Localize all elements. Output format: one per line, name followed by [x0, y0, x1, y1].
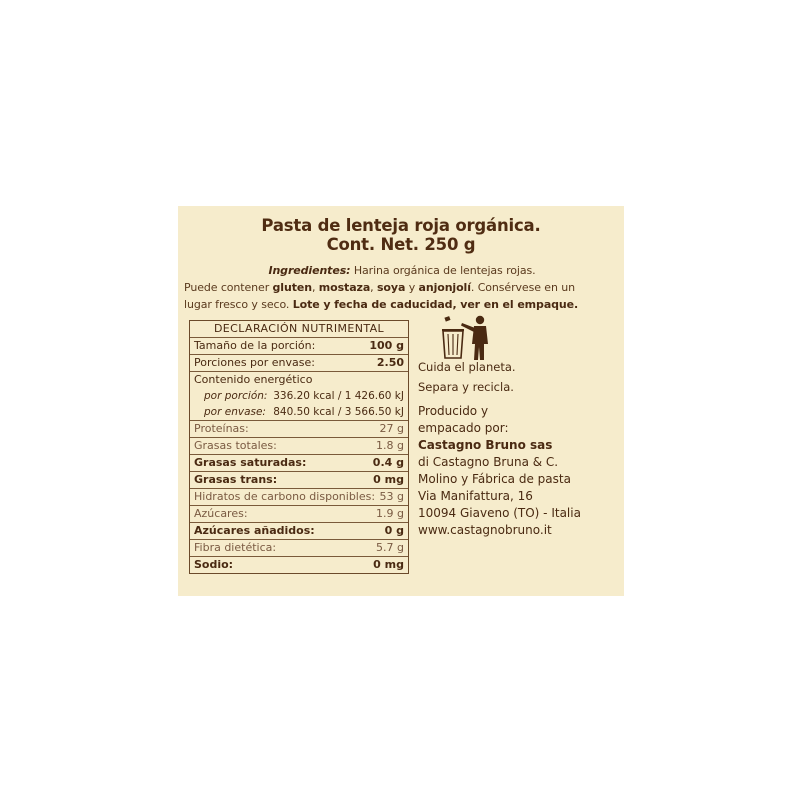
nutrient-value: 0 g — [384, 524, 404, 537]
recycle-person-icon — [440, 314, 494, 362]
nutrient-value: 1.8 g — [376, 439, 404, 452]
storage-line — [184, 296, 620, 313]
nutrient-label: Grasas totales: — [194, 439, 277, 452]
product-label — [178, 206, 624, 596]
nutrient-label: Sodio: — [194, 558, 234, 571]
nutrient-label: Azúcares: — [194, 507, 248, 520]
serving-size-label: Tamaño de la porción: — [194, 339, 316, 352]
producer-company: Castagno Bruno sas — [418, 438, 553, 452]
nutrient-row — [190, 505, 408, 522]
nutrient-row — [190, 539, 408, 556]
ingredients-block — [184, 262, 620, 313]
nutrient-value: 0 mg — [373, 558, 404, 571]
nutrition-table — [189, 320, 409, 574]
servings-label: Porciones por envase: — [194, 356, 315, 369]
nutrient-row — [190, 556, 408, 573]
producer-city: 10094 Giaveno (TO) - Italia — [418, 506, 581, 520]
conjunction: y — [408, 281, 416, 294]
per-portion-label: por porción: — [204, 390, 268, 402]
nutrient-label: Hidratos de carbono disponibles: — [194, 490, 376, 503]
producer-line: Producido y — [418, 404, 489, 418]
per-pack-value: 840.50 kcal / 3 566.50 kJ — [273, 406, 404, 418]
producer-website: www.castagnobruno.it — [418, 523, 552, 537]
servings-value: 2.50 — [376, 356, 404, 369]
producer-line: Molino y Fábrica de pasta — [418, 472, 571, 486]
nutrient-value: 27 g — [379, 422, 404, 435]
care-message — [418, 357, 516, 397]
ingredients-line — [184, 262, 620, 279]
energy-per-portion — [194, 388, 404, 404]
serving-size-value: 100 g — [369, 339, 404, 352]
ingredients-text: Harina orgánica de lentejas rojas. — [353, 264, 536, 277]
energy-label: Contenido energético — [194, 373, 313, 386]
allergen-gluten: gluten — [272, 281, 312, 294]
nutrient-value: 1.9 g — [376, 507, 404, 520]
nutrient-label: Fibra dietética: — [194, 541, 277, 554]
nutrient-row — [190, 454, 408, 471]
nutrient-label: Azúcares añadidos: — [194, 524, 315, 537]
per-portion-value: 336.20 kcal / 1 426.60 kJ — [273, 390, 404, 402]
separator: , — [311, 281, 316, 294]
nutrient-row — [190, 420, 408, 437]
lot-expiry-text: Lote y fecha de caducidad, ver en el empaque. — [292, 298, 579, 311]
allergen-anjonjoli: anjonjolí — [418, 281, 471, 294]
allergen-mostaza: mostaza — [318, 281, 371, 294]
nutrient-label: Grasas saturadas: — [194, 456, 307, 469]
serving-size-row — [190, 337, 408, 354]
nutrient-value: 0.4 g — [372, 456, 404, 469]
per-pack-label: por envase: — [204, 406, 266, 418]
product-title: Pasta de lenteja roja orgánica. — [261, 216, 541, 235]
servings-row — [190, 354, 408, 371]
nutrient-value: 0 mg — [373, 473, 404, 486]
producer-info — [418, 403, 581, 539]
nutrient-row — [190, 437, 408, 454]
producer-address: Via Manifattura, 16 — [418, 489, 533, 503]
storage-text-2: lugar fresco y seco. — [184, 298, 290, 311]
nutrition-header: DECLARACIÓN NUTRIMENTAL — [213, 322, 385, 335]
nutrient-label: Grasas trans: — [194, 473, 278, 486]
nutrient-value: 53 g — [379, 490, 404, 503]
separator: , — [370, 281, 374, 294]
care-line-1: Cuida el planeta. — [418, 360, 516, 374]
nutrient-row — [190, 471, 408, 488]
energy-per-pack — [194, 404, 404, 420]
may-contain-prefix: Puede contener — [184, 281, 270, 294]
care-line-2: Separa y recicla. — [418, 380, 514, 394]
storage-text: . Consérvese en un — [470, 281, 575, 294]
nutrient-row — [190, 488, 408, 505]
energy-row — [190, 371, 408, 420]
nutrient-row — [190, 522, 408, 539]
producer-line: di Castagno Bruna & C. — [418, 455, 559, 469]
allergens-line — [184, 279, 620, 296]
allergen-soya: soya — [376, 281, 406, 294]
producer-line: empacado por: — [418, 421, 509, 435]
ingredients-label: Ingredientes: — [268, 264, 351, 277]
nutrient-value: 5.7 g — [376, 541, 404, 554]
net-content: Cont. Net. 250 g — [326, 235, 476, 254]
nutrient-label: Proteínas: — [194, 422, 249, 435]
